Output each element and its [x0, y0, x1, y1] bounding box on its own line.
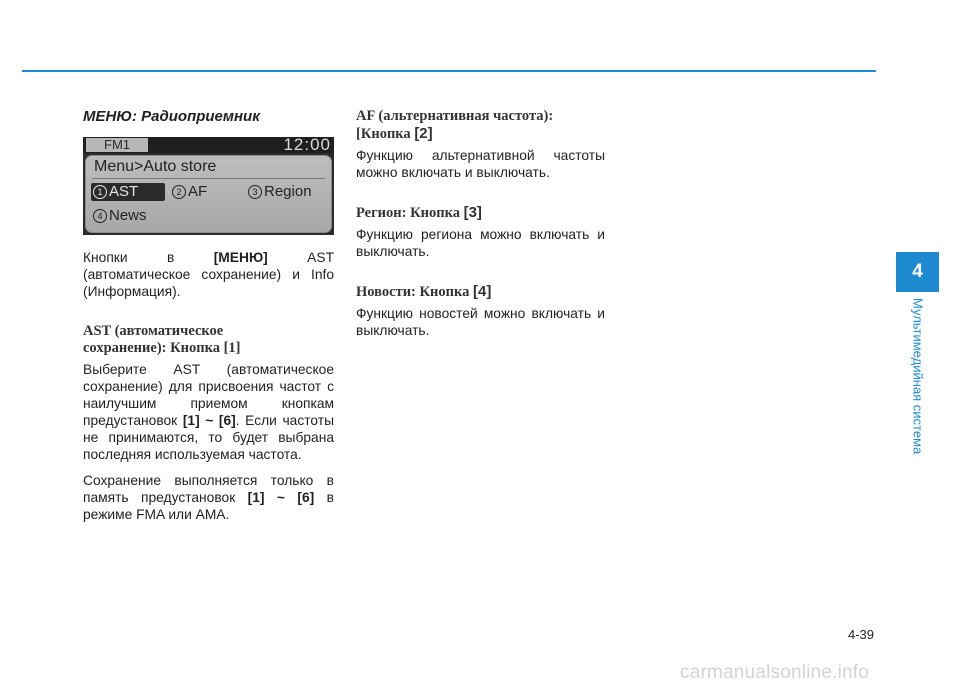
- news-paragraph: Функцию новостей можно включать и выключать.: [356, 306, 605, 338]
- option-label: News: [109, 207, 147, 224]
- watermark: carmanualsonline.info: [680, 662, 870, 683]
- chapter-tab[interactable]: 4: [896, 252, 939, 292]
- af-heading: AF (альтернативная частота): [Кнопка [2]: [356, 108, 554, 142]
- option-af[interactable]: [172, 183, 207, 201]
- band-indicator: FM1: [86, 138, 148, 152]
- ast-heading: AST (автоматическое сохранение): Кнопка [1]: [83, 323, 241, 356]
- ast-paragraph-2: Сохранение выполняется только в память предустановок [1] ~ [6] в режиме FMA или AMA.: [83, 473, 335, 522]
- page-number: 4-39: [848, 627, 875, 642]
- chapter-label: Мультимедийная система: [910, 298, 926, 455]
- af-paragraph: Функцию альтернативной частоты можно включать и выключать.: [356, 148, 605, 180]
- right-column: [356, 108, 605, 348]
- option-label: AF: [188, 183, 208, 200]
- section-title: МЕНЮ: Радиоприемник: [83, 108, 260, 125]
- top-rule: [22, 70, 876, 72]
- radio-display: [83, 137, 334, 235]
- intro-paragraph: Кнопки в [МЕНЮ] AST (автоматическое сохранение) и Info (Информация).: [83, 250, 334, 299]
- left-column: [83, 108, 334, 532]
- menu-breadcrumb: Menu>Auto store: [94, 158, 217, 175]
- menu-panel: [85, 155, 332, 233]
- ast-paragraph-1: Выберите AST (автоматическое сохранение) для присвоения частот с наилучшим приемом кнопкам предустановок [1] ~ [6]. Если частоты не принимаются, то будет выбрана последняя используемая частота.: [83, 362, 334, 462]
- option-ast[interactable]: [91, 183, 165, 201]
- display-clock: 12:00: [283, 135, 331, 154]
- option-label: Region: [264, 183, 312, 200]
- option-number-icon: 2: [172, 185, 186, 199]
- menu-divider: [92, 178, 325, 179]
- display-status-bar: [83, 137, 334, 153]
- option-number-icon: 4: [93, 209, 107, 223]
- option-news[interactable]: [93, 207, 147, 225]
- option-label: AST: [109, 183, 139, 200]
- news-heading: Новости: Кнопка [4]: [356, 283, 492, 300]
- option-number-icon: 1: [93, 185, 107, 199]
- region-paragraph: Функцию региона можно включать и выключать.: [356, 227, 605, 259]
- region-heading: Регион: Кнопка [3]: [356, 204, 482, 221]
- option-number-icon: 3: [248, 185, 262, 199]
- option-region[interactable]: [248, 183, 312, 201]
